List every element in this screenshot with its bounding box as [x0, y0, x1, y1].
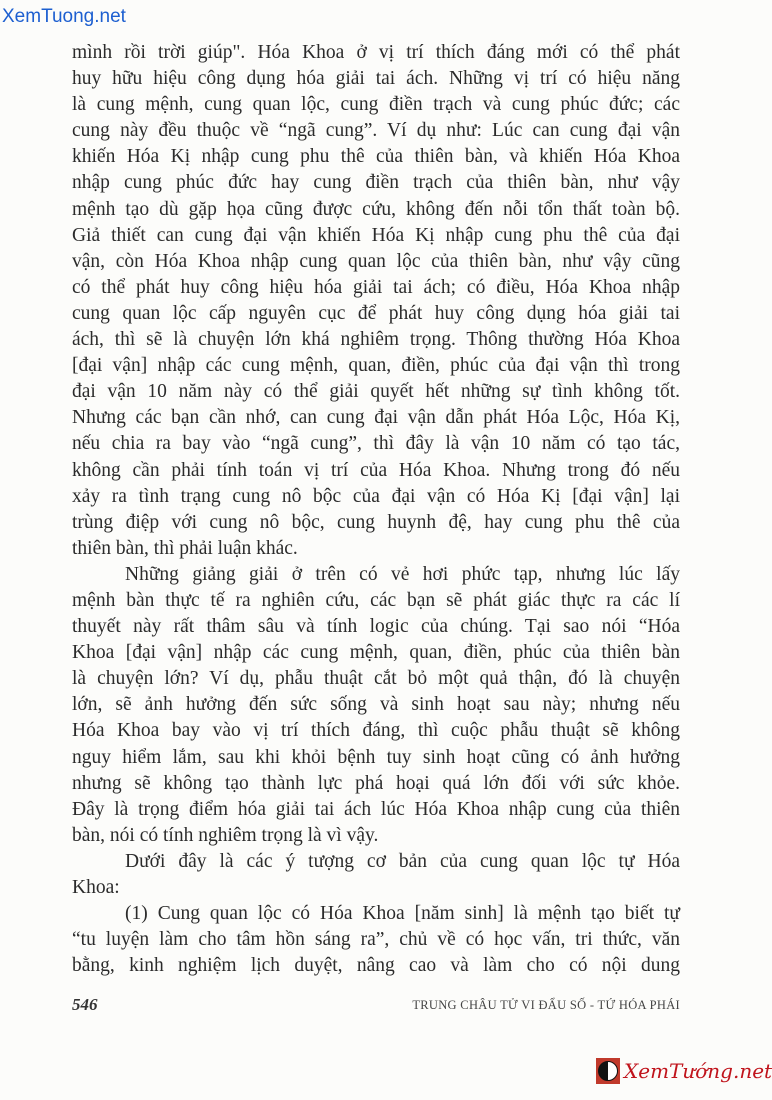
text-line: nguy hiểm lắm, sau khi khỏi bệnh tuy sinh hoạt cũng có ảnh hưởng	[72, 746, 680, 768]
text-line: thiên bàn, thì phải luận khác.	[72, 537, 298, 559]
text-line: Những giảng giải ở trên có vẻ hơi phức tạp, nhưng lúc lấy	[125, 563, 680, 585]
text-line: bằng, kinh nghiệm lịch duyệt, nâng cao và làm cho có nội dung	[72, 955, 680, 977]
page-number: 546	[72, 995, 98, 1014]
text-line: nhưng sẽ không tạo thành lực phá hoại quá lớn đối với sức khỏe.	[72, 772, 680, 794]
text-line: xảy ra tình trạng cung nô bộc của đại vận có Hóa Kị [đại vận] lại	[72, 485, 680, 507]
text-line: không cần phải tính toán vị trí của Hóa Khoa. Nhưng trong đó nếu	[72, 459, 680, 481]
text-line: cung quan lộc cấp nguyên cục để phát huy công dụng hóa giải tai	[72, 302, 680, 324]
text-line: (1) Cung quan lộc có Hóa Khoa [năm sinh] là mệnh tạo biết tự	[125, 903, 680, 925]
text-line: nhập cung phúc đức hay cung điền trạch của thiên bàn, như vậy	[72, 172, 680, 194]
paragraph	[72, 849, 680, 901]
text-line: Khoa:	[72, 877, 120, 898]
text-line: khiến Hóa Kị nhập cung phu thê của thiên bàn, và khiến Hóa Khoa	[72, 146, 680, 168]
watermark-link[interactable]: XemTuong.net	[2, 6, 126, 27]
text-line: mệnh bàn thực tế ra nghiên cứu, các bạn sẽ phát giác thực ra các lí	[72, 589, 680, 611]
text-line: “tu luyện làm cho tâm hồn sáng ra”, chủ về có học vấn, tri thức, văn	[72, 929, 680, 951]
text-line: Giả thiết can cung đại vận khiến Hóa Kị nhập cung phu thê của đại	[72, 224, 680, 246]
text-line: mệnh tạo dù gặp họa cũng được cứu, không đến nỗi tổn thất toàn bộ.	[72, 198, 680, 220]
text-line: cung này đều thuộc về “ngã cung”. Ví dụ như: Lúc can cung đại vận	[72, 120, 680, 142]
running-footer-title: TRUNG CHÂU TỬ VI ĐẨU SỐ - TỨ HÓA PHÁI	[412, 998, 680, 1012]
paragraph	[72, 901, 680, 979]
text-line: đại vận 10 năm này có thể giải quyết hết những sự tình không tốt.	[72, 381, 680, 403]
text-line: nếu chia ra bay vào “ngã cung”, thì đây là vận 10 năm có tạo tác,	[72, 433, 680, 455]
text-line: huy hữu hiệu công dụng hóa giải tai ách. Những vị trí có hiệu năng	[72, 68, 680, 90]
text-line: là chuyện lớn? Ví dụ, phẫu thuật cắt bỏ một quả thận, đó là chuyện	[72, 668, 680, 690]
text-line: là cung mệnh, cung quan lộc, cung điền trạch và cung phúc đức; các	[72, 94, 680, 116]
text-line: bàn, nói có tính nghiêm trọng là vì vậy.	[72, 824, 379, 846]
text-line: Đây là trọng điểm hóa giải tai ách lúc Hóa Khoa nhập cung của thiên	[72, 798, 680, 820]
text-line: thuyết này rất thâm sâu và tính logic của chúng. Tại sao nói “Hóa	[72, 616, 680, 638]
page-body-text	[72, 40, 680, 979]
text-line: Nhưng các bạn cần nhớ, can cung đại vận dẫn phát Hóa Lộc, Hóa Kị,	[72, 407, 680, 429]
text-line: Dưới đây là các ý tượng cơ bản của cung quan lộc tự Hóa	[125, 850, 680, 872]
text-line: Hóa Khoa bay vào vị trí thích đáng, thì cuộc phẫu thuật sẽ không	[72, 720, 680, 742]
yin-yang-icon	[596, 1058, 620, 1084]
text-line: lớn, sẽ ảnh hưởng đến sức sống và sinh hoạt sau này; nhưng nếu	[72, 694, 680, 716]
text-line: vận, còn Hóa Khoa nhập cung quan lộc của thiên bàn, như vậy cũng	[72, 250, 680, 272]
paragraph	[72, 562, 680, 849]
site-logo[interactable]	[596, 1058, 772, 1084]
paragraph	[72, 40, 680, 562]
text-line: Khoa [đại vận] nhập các cung mệnh, quan, điền, phúc của thiên bàn	[72, 642, 680, 664]
logo-text: XemTướng.net	[624, 1059, 772, 1083]
text-line: có thể phát huy công hiệu hóa giải tai ách; có điều, Hóa Khoa nhập	[72, 276, 680, 298]
text-line: mình rồi trời giúp". Hóa Khoa ở vị trí thích đáng mới có thể phát	[72, 42, 680, 63]
text-line: trùng điệp với cung nô bộc, cung huynh đệ, hay cung phu thê của	[72, 511, 680, 533]
text-line: [đại vận] nhập các cung mệnh, quan, điền, phúc của đại vận thì trong	[72, 355, 680, 377]
text-line: ách, thì sẽ là chuyện lớn khá nghiêm trọng. Thông thường Hóa Khoa	[72, 329, 680, 351]
